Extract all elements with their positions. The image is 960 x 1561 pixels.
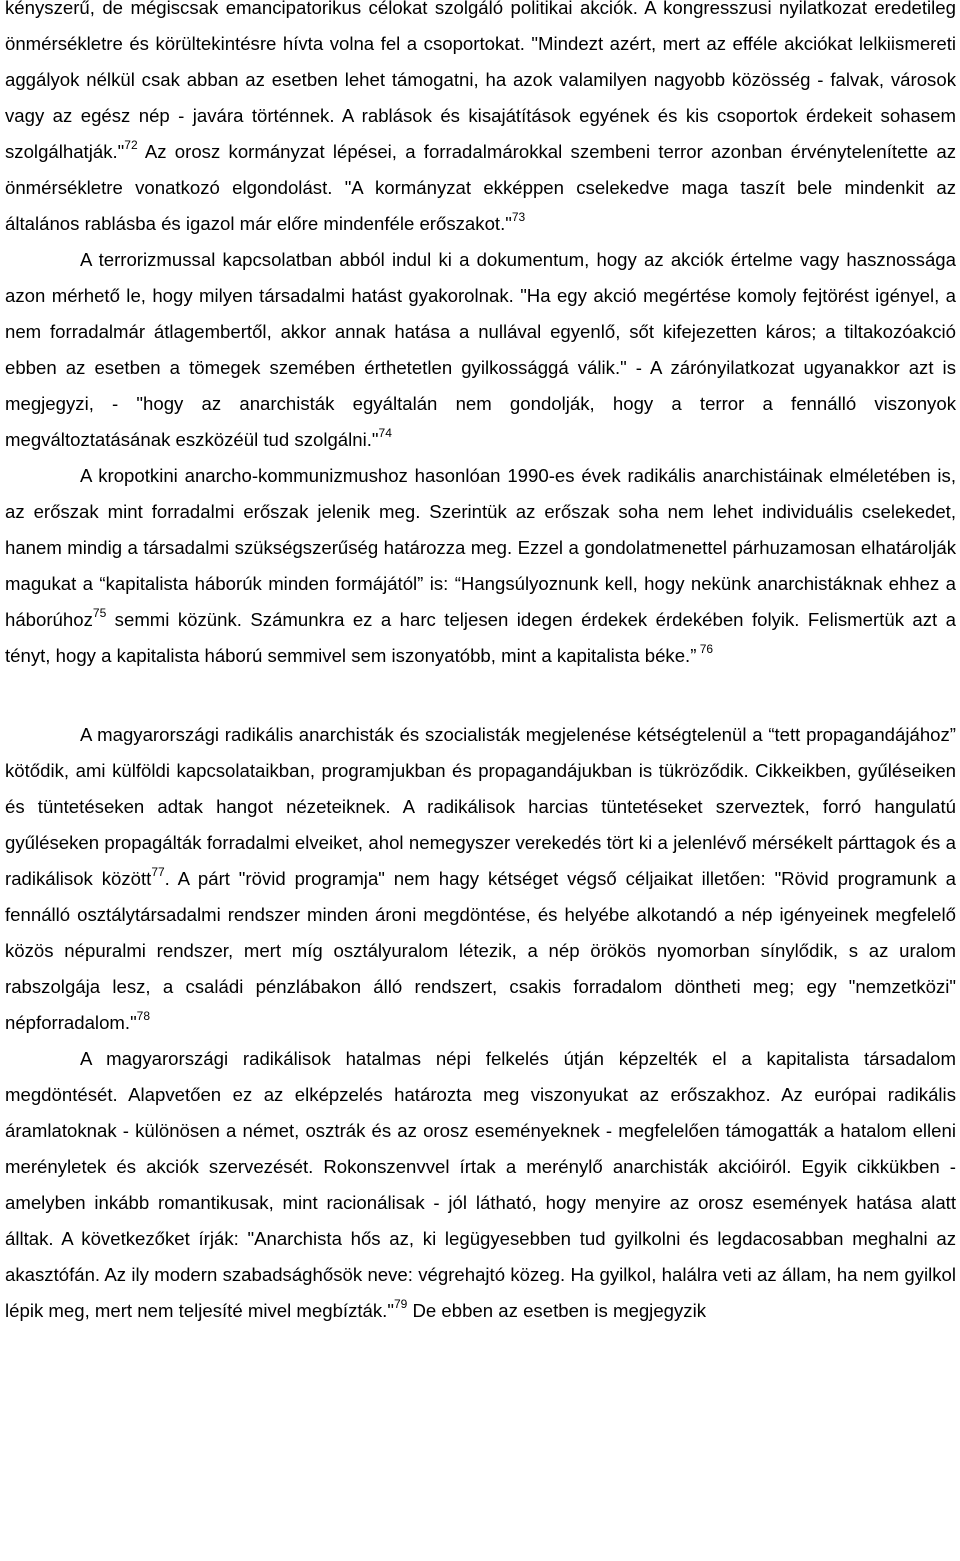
paragraph-text: . A párt "rövid programja" nem hagy kétséget végső céljaikat illetően: "Rövid programunk a fennálló osztálytársadalmi rendszer minden ároni megdöntése, és helyébe alkotandó a nép igényeinek megfelelő közös népuralmi rendszer, mert míg osztályuralom létezik, a nép örökös nyomorban sínylődik, s az uralom rabszolgája lesz, a családi pénzlábakon álló rendszert, csakis forradalom döntheti meg; egy "nemzetközi" népforradalom." xyxy=(5,868,956,1033)
footnote-marker: 77 xyxy=(151,864,165,879)
footnote-marker: 76 xyxy=(696,641,714,656)
paragraph-3 xyxy=(5,458,956,674)
paragraph-text: Az orosz kormányzat lépései, a forradalmárokkal szembeni terror azonban érvénytelenítette az önmérsékletre vonatkozó elgondolást. "A kormányzat ekképpen cselekedve maga taszít bele mindenkit az általános rablásba és igazol már előre mindenféle erőszakot." xyxy=(5,141,956,234)
paragraph-text: semmi közünk. Számunkra ez a harc teljesen idegen érdekek érdekében folyik. Felismertük azt a tényt, hogy a kapitalista háború semmivel sem iszonyatóbb, mint a kapitalista béke.” xyxy=(5,609,956,666)
paragraph-text: kényszerű, de mégiscsak emancipatorikus célokat szolgáló politikai akciók. A kongresszusi nyilatkozat eredetileg önmérsékletre és körültekintésre hívta volna fel a csoportokat. "Mindezt azért, mert az efféle akciókat lelkiismereti aggályok nélkül csak abban az esetben lehet támogatni, ha azok valamilyen nagyobb közösség - falvak, városok vagy az egész nép - javára történnek. A rablások és kisajátítások egyének és kis csoportok érdekeit sohasem szolgálhatják." xyxy=(5,0,956,162)
paragraph-gap xyxy=(5,674,956,717)
footnote-marker: 73 xyxy=(511,209,526,224)
footnote-marker: 72 xyxy=(124,137,138,152)
footnote-marker: 75 xyxy=(92,605,107,620)
paragraph-5 xyxy=(5,1041,956,1329)
paragraph-text: A magyarországi radikális anarchisták és szocialisták megjelenése kétségtelenül a “tett propagandájához” kötődik, ami külföldi kapcsolataikban, programjukban és propagandájukban is tükröződik. Cikkeikben, gyűléseiken és tüntetéseken adtak hangot nézeteiknek. A radikálisok harcias tüntetéseket szerveztek, forró hangulatú gyűléseken propagálták forradalmi elveiket, ahol nemegyszer verekedés tört ki a jelenlévő mérsékelt párttagok és a radikálisok között xyxy=(5,724,956,889)
footnote-marker: 78 xyxy=(136,1008,151,1023)
paragraph-text: A magyarországi radikálisok hatalmas népi felkelés útján képzelték el a kapitalista társadalom megdöntését. Alapvetően ez az elképzelés határozta meg viszonyukat az erőszakhoz. Az európai radikális áramlatoknak - különösen a német, osztrák és az orosz eseményeknek - megfelelően támogatták a hatalom elleni merényletek és akciók szervezését. Rokonszenvvel írtak a merénylő anarchisták akcióiról. Egyik cikkükben - amelyben inkább romantikusak, mint racionálisak - jól látható, hogy menyire az orosz események hatása alatt álltak. A következőket írják: "Anarchista hős az, ki legügyesebben tud gyilkolni és legdacosabban meghalni az akasztófán. Az ily modern szabadsághősök neve: végrehajtó közeg. Ha gyilkol, halálra veti az állam, ha nem gyilkol lépik meg, mert nem teljesíté mivel megbízták." xyxy=(5,1048,956,1321)
paragraph-4 xyxy=(5,717,956,1041)
paragraph-1 xyxy=(5,0,956,242)
paragraph-text: De ebben az esetben is megjegyzik xyxy=(407,1300,707,1321)
document-page xyxy=(5,0,956,1329)
paragraph-text: A kropotkini anarcho-kommunizmushoz hasonlóan 1990-es évek radikális anarchistáinak elméletében is, az erőszak mint forradalmi erőszak jelenik meg. Szerintük az erőszak soha nem lehet individuális cselekedet, hanem mindig a társadalmi szükségszerűség határozza meg. Ezzel a gondolatmenettel párhuzamosan elhatárolják magukat a “kapitalista háborúk minden formájától” is: “Hangsúlyoznunk kell, hogy nekünk anarchistáknak ehhez a háborúhoz xyxy=(5,465,956,630)
footnote-marker: 79 xyxy=(393,1296,408,1311)
paragraph-text: A terrorizmussal kapcsolatban abból indul ki a dokumentum, hogy az akciók értelme vagy hasznossága azon mérhető le, hogy milyen társadalmi hatást gyakorolnak. "Ha egy akció megértése komoly fejtörést igényel, a nem forradalmár átlagembertől, akkor annak hatása a nullával egyenlő, sőt kifejezetten káros; a tiltakozóakció ebben az esetben a tömegek szemében érthetetlen gyilkossággá válik." - A zárónyilatkozat ugyanakkor azt is megjegyzi, - "hogy az anarchisták egyáltalán nem gondolják, hogy a terror a fennálló viszonyok megváltoztatásának eszközéül tud szolgálni." xyxy=(5,249,956,450)
footnote-marker: 74 xyxy=(378,425,392,440)
paragraph-2 xyxy=(5,242,956,458)
